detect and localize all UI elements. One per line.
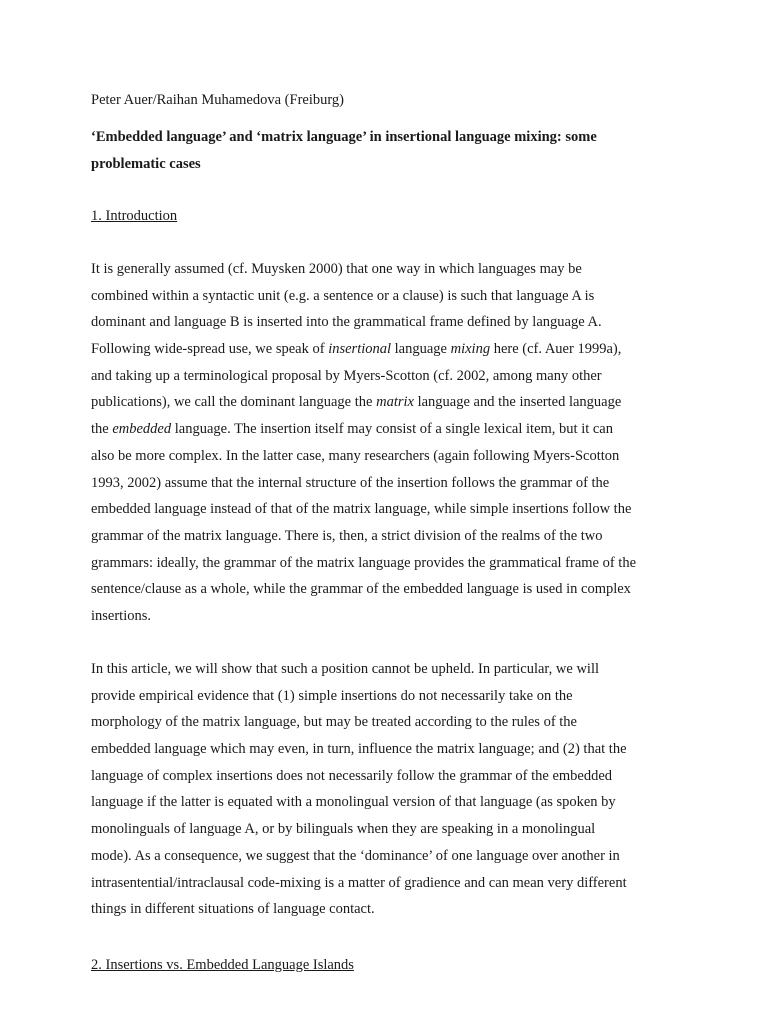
text-line: things in different situations of language contact.: [91, 901, 375, 918]
text-segment: language and the inserted language: [413, 394, 622, 411]
paragraph-1: [91, 256, 681, 630]
text-line: combined within a syntactic unit (e.g. a sentence or a clause) is such that language A is: [91, 287, 595, 304]
emphasis-matrix: matrix: [376, 394, 414, 411]
title-line-1: ‘Embedded language’ and ‘matrix language’ in insertional language mixing: some: [91, 129, 597, 145]
text-line: insertions.: [91, 607, 152, 624]
text-segment: language. The insertion itself may consist of a single lexical item, but it can: [171, 421, 613, 438]
text-line: mode). As a consequence, we suggest that the ‘dominance’ of one language over another in: [91, 847, 620, 864]
text-line: language of complex insertions does not necessarily follow the grammar of the embedded: [91, 767, 613, 784]
text-line: embedded language which may even, in turn, influence the matrix language; and (2) that the: [91, 741, 627, 758]
text-segment: Following wide-spread use, we speak of: [91, 341, 329, 358]
author-line: Peter Auer/Raihan Muhamedova (Freiburg): [91, 92, 345, 108]
text-line: and taking up a terminological proposal by Myers-Scotton (cf. 2002, among many other: [91, 367, 602, 384]
text-line: monolinguals of language A, or by bilinguals when they are speaking in a monolingual: [91, 821, 596, 838]
text-segment: the: [91, 421, 113, 438]
paragraph-2: [91, 656, 681, 923]
text-line: [91, 389, 681, 416]
text-segment: here (cf. Auer 1999a),: [490, 341, 622, 358]
text-line: grammars: ideally, the grammar of the matrix language provides the grammatical frame of the: [91, 554, 637, 571]
text-line: In this article, we will show that such a position cannot be upheld. In particular, we will: [91, 661, 600, 677]
emphasis-embedded: embedded: [112, 421, 172, 438]
text-segment: publications), we call the dominant language the: [91, 394, 377, 411]
text-line: grammar of the matrix language. There is, then, a strict division of the realms of the two: [91, 527, 603, 544]
text-line: language if the latter is equated with a monolingual version of that language (as spoken by: [91, 794, 616, 811]
article-title: [91, 124, 691, 177]
text-line: It is generally assumed (cf. Muysken 2000) that one way in which languages may be: [91, 261, 582, 277]
text-line: sentence/clause as a whole, while the grammar of the embedded language is used in complex: [91, 581, 631, 598]
text-line: also be more complex. In the latter case, many researchers (again following Myers-Scotton: [91, 447, 620, 464]
text-segment: language: [391, 341, 451, 358]
text-line: morphology of the matrix language, but may be treated according to the rules of the: [91, 714, 577, 731]
emphasis-mixing: mixing: [450, 341, 491, 358]
text-line: [91, 336, 681, 363]
text-line: 1993, 2002) assume that the internal structure of the insertion follows the grammar of the: [91, 474, 610, 491]
section-heading-introduction: 1. Introduction: [91, 208, 178, 224]
text-line: [91, 416, 681, 443]
text-line: provide empirical evidence that (1) simple insertions do not necessarily take on the: [91, 687, 573, 704]
text-line: embedded language instead of that of the matrix language, while simple insertions follow the: [91, 501, 632, 518]
text-line: dominant and language B is inserted into the grammatical frame defined by language A.: [91, 314, 602, 331]
emphasis-insertional: insertional: [328, 341, 392, 358]
title-line-2: problematic cases: [91, 155, 201, 172]
section-heading-insertions: 2. Insertions vs. Embedded Language Islands: [91, 957, 354, 973]
text-line: intrasentential/intraclausal code-mixing is a matter of gradience and can mean very different: [91, 874, 627, 891]
